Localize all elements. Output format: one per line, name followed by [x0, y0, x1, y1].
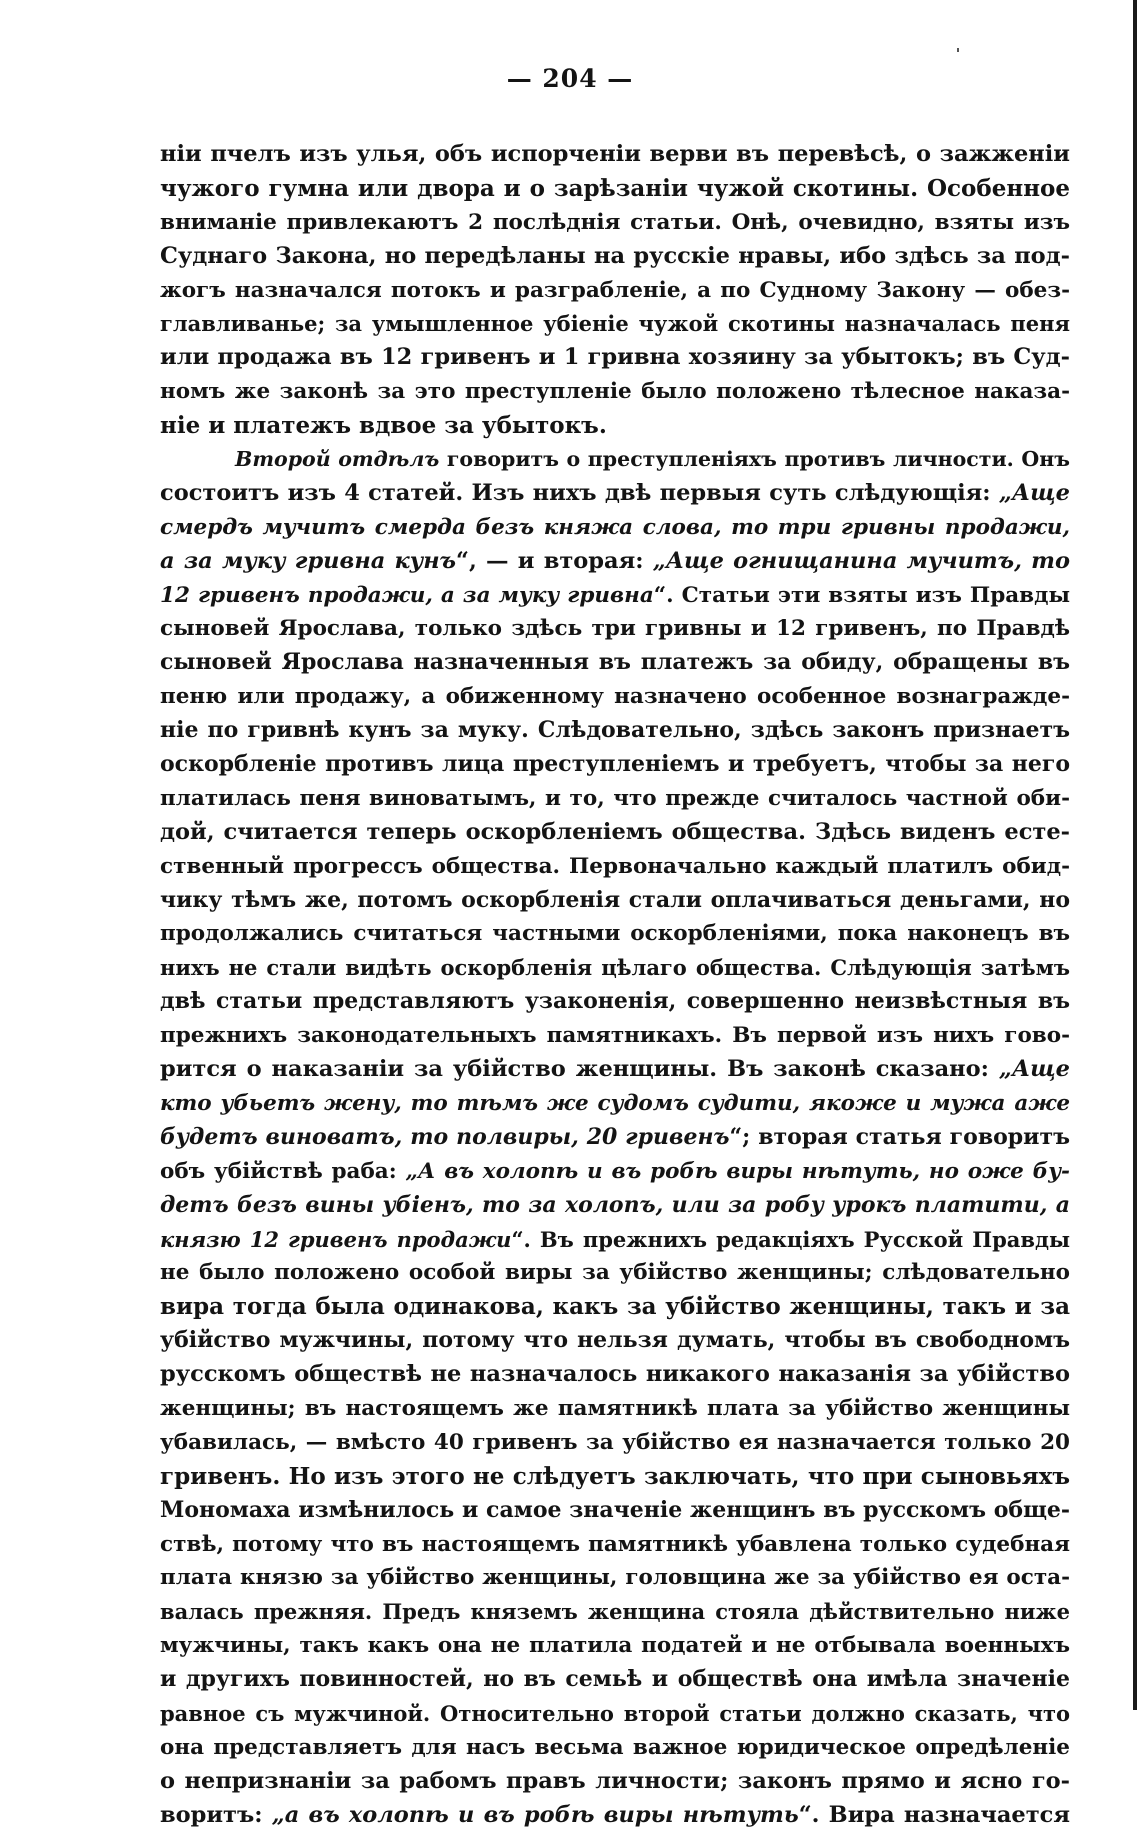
text-line [160, 579, 1070, 613]
text-line [160, 1358, 1070, 1392]
italic-quote-text: „Аще [998, 479, 1070, 506]
text-line [160, 1324, 1070, 1358]
text-line [160, 884, 1070, 918]
text-line [160, 1290, 1070, 1324]
text-segment: сыновей Ярослава, только здѣсь три гривны и 12 гривенъ, по Правдѣ [160, 616, 1070, 642]
text-segment: нихъ не стали видѣть оскорбленія цѣлаго общества. Слѣдующія затѣмъ [160, 955, 1070, 981]
text-line [160, 1697, 1070, 1731]
text-segment: чужого гумна или двора и о зарѣзаніи чужой скотины. Особенное [160, 174, 1070, 202]
italic-quote-text: будетъ виноватъ, то полвиры, 20 гривенъ [160, 1123, 730, 1150]
text-line [160, 917, 1070, 951]
text-segment: состоитъ изъ 4 статей. Изъ нихъ двѣ первыя суть слѣдующія: [160, 479, 999, 506]
text-segment: Суднаго Закона, но передѣланы на русскіе нравы, ибо здѣсь за под- [160, 242, 1070, 269]
text-segment: убійство мужчины, потому что нельзя думать, чтобы въ свободномъ [160, 1327, 1070, 1354]
text-segment: убавилась, — вмѣсто 40 гривенъ за убійство ея назначается только 20 [160, 1429, 1070, 1455]
text-line [160, 1053, 1070, 1087]
text-line [160, 951, 1070, 985]
text-line [160, 680, 1070, 714]
text-line [160, 511, 1070, 545]
text-segment: русскомъ обществѣ не назначалось никакого наказанія за убійство [160, 1361, 1070, 1388]
text-line [160, 375, 1070, 409]
text-line [160, 1765, 1070, 1799]
text-line [160, 646, 1070, 680]
text-line [160, 1392, 1070, 1426]
text-line [160, 1629, 1070, 1663]
text-segment: ствѣ, потому что въ настоящемъ памятникѣ убавлена только судебная [160, 1531, 1070, 1557]
text-segment: номъ же законѣ за это преступленіе было положено тѣлесное наказа- [160, 379, 1070, 405]
text-segment: говоритъ о преступленіяхъ противъ личности. Онъ [439, 447, 1070, 472]
text-segment: ніе и платежъ вдвое за убытокъ. [160, 412, 607, 440]
text-line [160, 1494, 1070, 1528]
text-line [160, 1019, 1070, 1053]
text-line [160, 138, 1070, 172]
text-line [160, 1460, 1070, 1494]
text-line [160, 612, 1070, 646]
text-line [160, 341, 1070, 375]
text-segment: сыновей Ярослава назначенныя въ платежъ за обиду, обращены въ [160, 649, 1070, 676]
body-text [160, 138, 1070, 1833]
text-segment: плата князю за убійство женщины, головщина же за убійство ея оста- [160, 1565, 1070, 1591]
text-line [160, 307, 1070, 341]
text-segment: или продажа въ 12 гривенъ и 1 гривна хозяину за убытокъ; въ Суд- [160, 344, 1070, 371]
text-segment: валась прежняя. Предъ княземъ женщина стояла дѣйствительно ниже [160, 1599, 1070, 1625]
text-segment: продолжались считаться частными оскорбленіями, пока наконецъ въ [160, 921, 1070, 947]
text-segment: вниманіе привлекаютъ 2 послѣднія статьи. Онѣ, очевидно, взяты изъ [160, 209, 1070, 235]
text-segment: платилась пеня виноватымъ, и то, что прежде считалось частной оби- [160, 785, 1070, 811]
text-line [160, 1561, 1070, 1595]
text-segment: “, — и вторая: [456, 547, 653, 574]
text-segment: не было положено особой виры за убійство женщины; слѣдовательно [160, 1260, 1070, 1286]
text-segment: главливанье; за умышленное убіеніе чужой скотины назначалась пеня [160, 311, 1070, 337]
text-line [160, 240, 1070, 274]
text-line [160, 1799, 1070, 1833]
text-line [160, 206, 1070, 240]
text-segment: прежнихъ законодательныхъ памятникахъ. Въ первой изъ нихъ гово- [160, 1023, 1070, 1049]
text-segment: ніе по гривнѣ кунъ за муку. Слѣдовательно, здѣсь законъ признаетъ [160, 717, 1070, 744]
text-segment: она представляетъ для насъ весьма важное юридическое опредѣленіе [160, 1734, 1070, 1760]
italic-quote-text: детъ безъ вины убіенъ, то за холопъ, или за робу урокъ платити, а [160, 1191, 1070, 1218]
text-line [160, 274, 1070, 308]
text-line [160, 1426, 1070, 1460]
text-segment: Мономаха измѣнилось и самое значеніе женщинъ въ русскомъ обще- [160, 1496, 1070, 1523]
text-line [160, 1595, 1070, 1629]
text-segment: объ убійствѣ раба: [160, 1158, 406, 1184]
italic-quote-text: а за муку гривна кунъ [160, 547, 456, 574]
text-segment: воритъ: [160, 1801, 272, 1828]
italic-quote-text: „А въ холопѣ и въ робѣ виры нѣтуть, но оже бу- [405, 1158, 1070, 1184]
text-segment: чику тѣмъ же, потомъ оскорбленія стали оплачиваться деньгами, но [160, 886, 1070, 913]
text-line [160, 443, 1070, 477]
text-line [160, 1189, 1070, 1223]
print-speck [957, 48, 959, 52]
italic-quote-text: Второй отдѣлъ [235, 447, 440, 472]
text-line [160, 172, 1070, 206]
text-line [160, 1731, 1070, 1765]
text-line [160, 1256, 1070, 1290]
page-number: — 204 — [506, 64, 634, 93]
text-segment: женщины; въ настоящемъ же памятникѣ плата за убійство женщины [160, 1395, 1070, 1421]
text-segment: равное съ мужчиной. Относительно второй статьи должно сказать, что [160, 1700, 1070, 1726]
text-segment: ственный прогрессъ общества. Первоначально каждый платилъ обид- [160, 853, 1070, 879]
text-segment: рится о наказаніи за убійство женщины. Въ законѣ сказано: [160, 1056, 999, 1083]
text-line [160, 1121, 1070, 1155]
text-segment: и другихъ повинностей, но въ семьѣ и обществѣ она имѣла значеніе [160, 1666, 1070, 1693]
text-segment: “. Статьи эти взяты изъ Правды [653, 582, 1071, 608]
text-line [160, 816, 1070, 850]
text-segment: гривенъ. Но изъ этого не слѣдуетъ заключать, что при сыновьяхъ [160, 1462, 1070, 1490]
italic-quote-text: 12 гривенъ продажи, а за муку гривна [160, 582, 654, 608]
text-segment: “. Вира назначается [798, 1801, 1071, 1828]
text-line [160, 409, 1070, 443]
text-line [160, 850, 1070, 884]
text-segment: ніи пчелъ изъ улья, объ испорченіи верви въ перевѣсѣ, о зажженіи [160, 141, 1070, 167]
text-line [160, 1155, 1070, 1189]
text-line [160, 1663, 1070, 1697]
italic-quote-text: кто убьетъ жену, то тѣмъ же судомъ судити, якоже и мужа аже [160, 1090, 1070, 1116]
text-segment: оскорбленіе противъ лица преступленіемъ и требуетъ, чтобы за него [160, 751, 1070, 778]
text-segment: дой, считается теперь оскорбленіемъ общества. Здѣсь виденъ есте- [160, 818, 1070, 845]
italic-quote-text: „Аще [998, 1056, 1070, 1083]
text-segment: двѣ статьи представляютъ узаконенія, совершенно неизвѣстныя въ [160, 988, 1070, 1015]
text-line [160, 477, 1070, 511]
text-line [160, 748, 1070, 782]
text-line [160, 985, 1070, 1019]
text-line [160, 1087, 1070, 1121]
italic-quote-text: князю 12 гривенъ продажи [160, 1226, 512, 1252]
page-edge-line [1133, 0, 1137, 1710]
text-line [160, 1528, 1070, 1562]
text-segment: жогъ назначался потокъ и разграбленіе, а по Судному Закону — обез- [160, 277, 1070, 303]
text-segment: мужчины, такъ какъ она не платила податей и не отбывала военныхъ [160, 1633, 1070, 1659]
text-line [160, 1223, 1070, 1257]
italic-quote-text: смердъ мучитъ смерда безъ княжа слова, то три гривны продажи, [160, 514, 1070, 540]
text-line [160, 782, 1070, 816]
text-line [160, 545, 1070, 579]
text-segment: “. Въ прежнихъ редакціяхъ Русской Правды [511, 1226, 1071, 1252]
text-segment: пеню или продажу, а обиженному назначено особенное вознагражде- [160, 684, 1070, 710]
italic-quote-text: „Аще огнищанина мучитъ, то [652, 547, 1070, 574]
text-segment: вира тогда была одинакова, какъ за убійство женщины, такъ и за [160, 1293, 1070, 1321]
text-segment: “; вторая статья говоритъ [729, 1123, 1070, 1150]
text-line [160, 714, 1070, 748]
text-segment: о непризнаніи за рабомъ правъ личности; законъ прямо и ясно го- [160, 1767, 1070, 1794]
italic-quote-text: „а въ холопѣ и въ робѣ виры нѣтуть [271, 1801, 799, 1828]
